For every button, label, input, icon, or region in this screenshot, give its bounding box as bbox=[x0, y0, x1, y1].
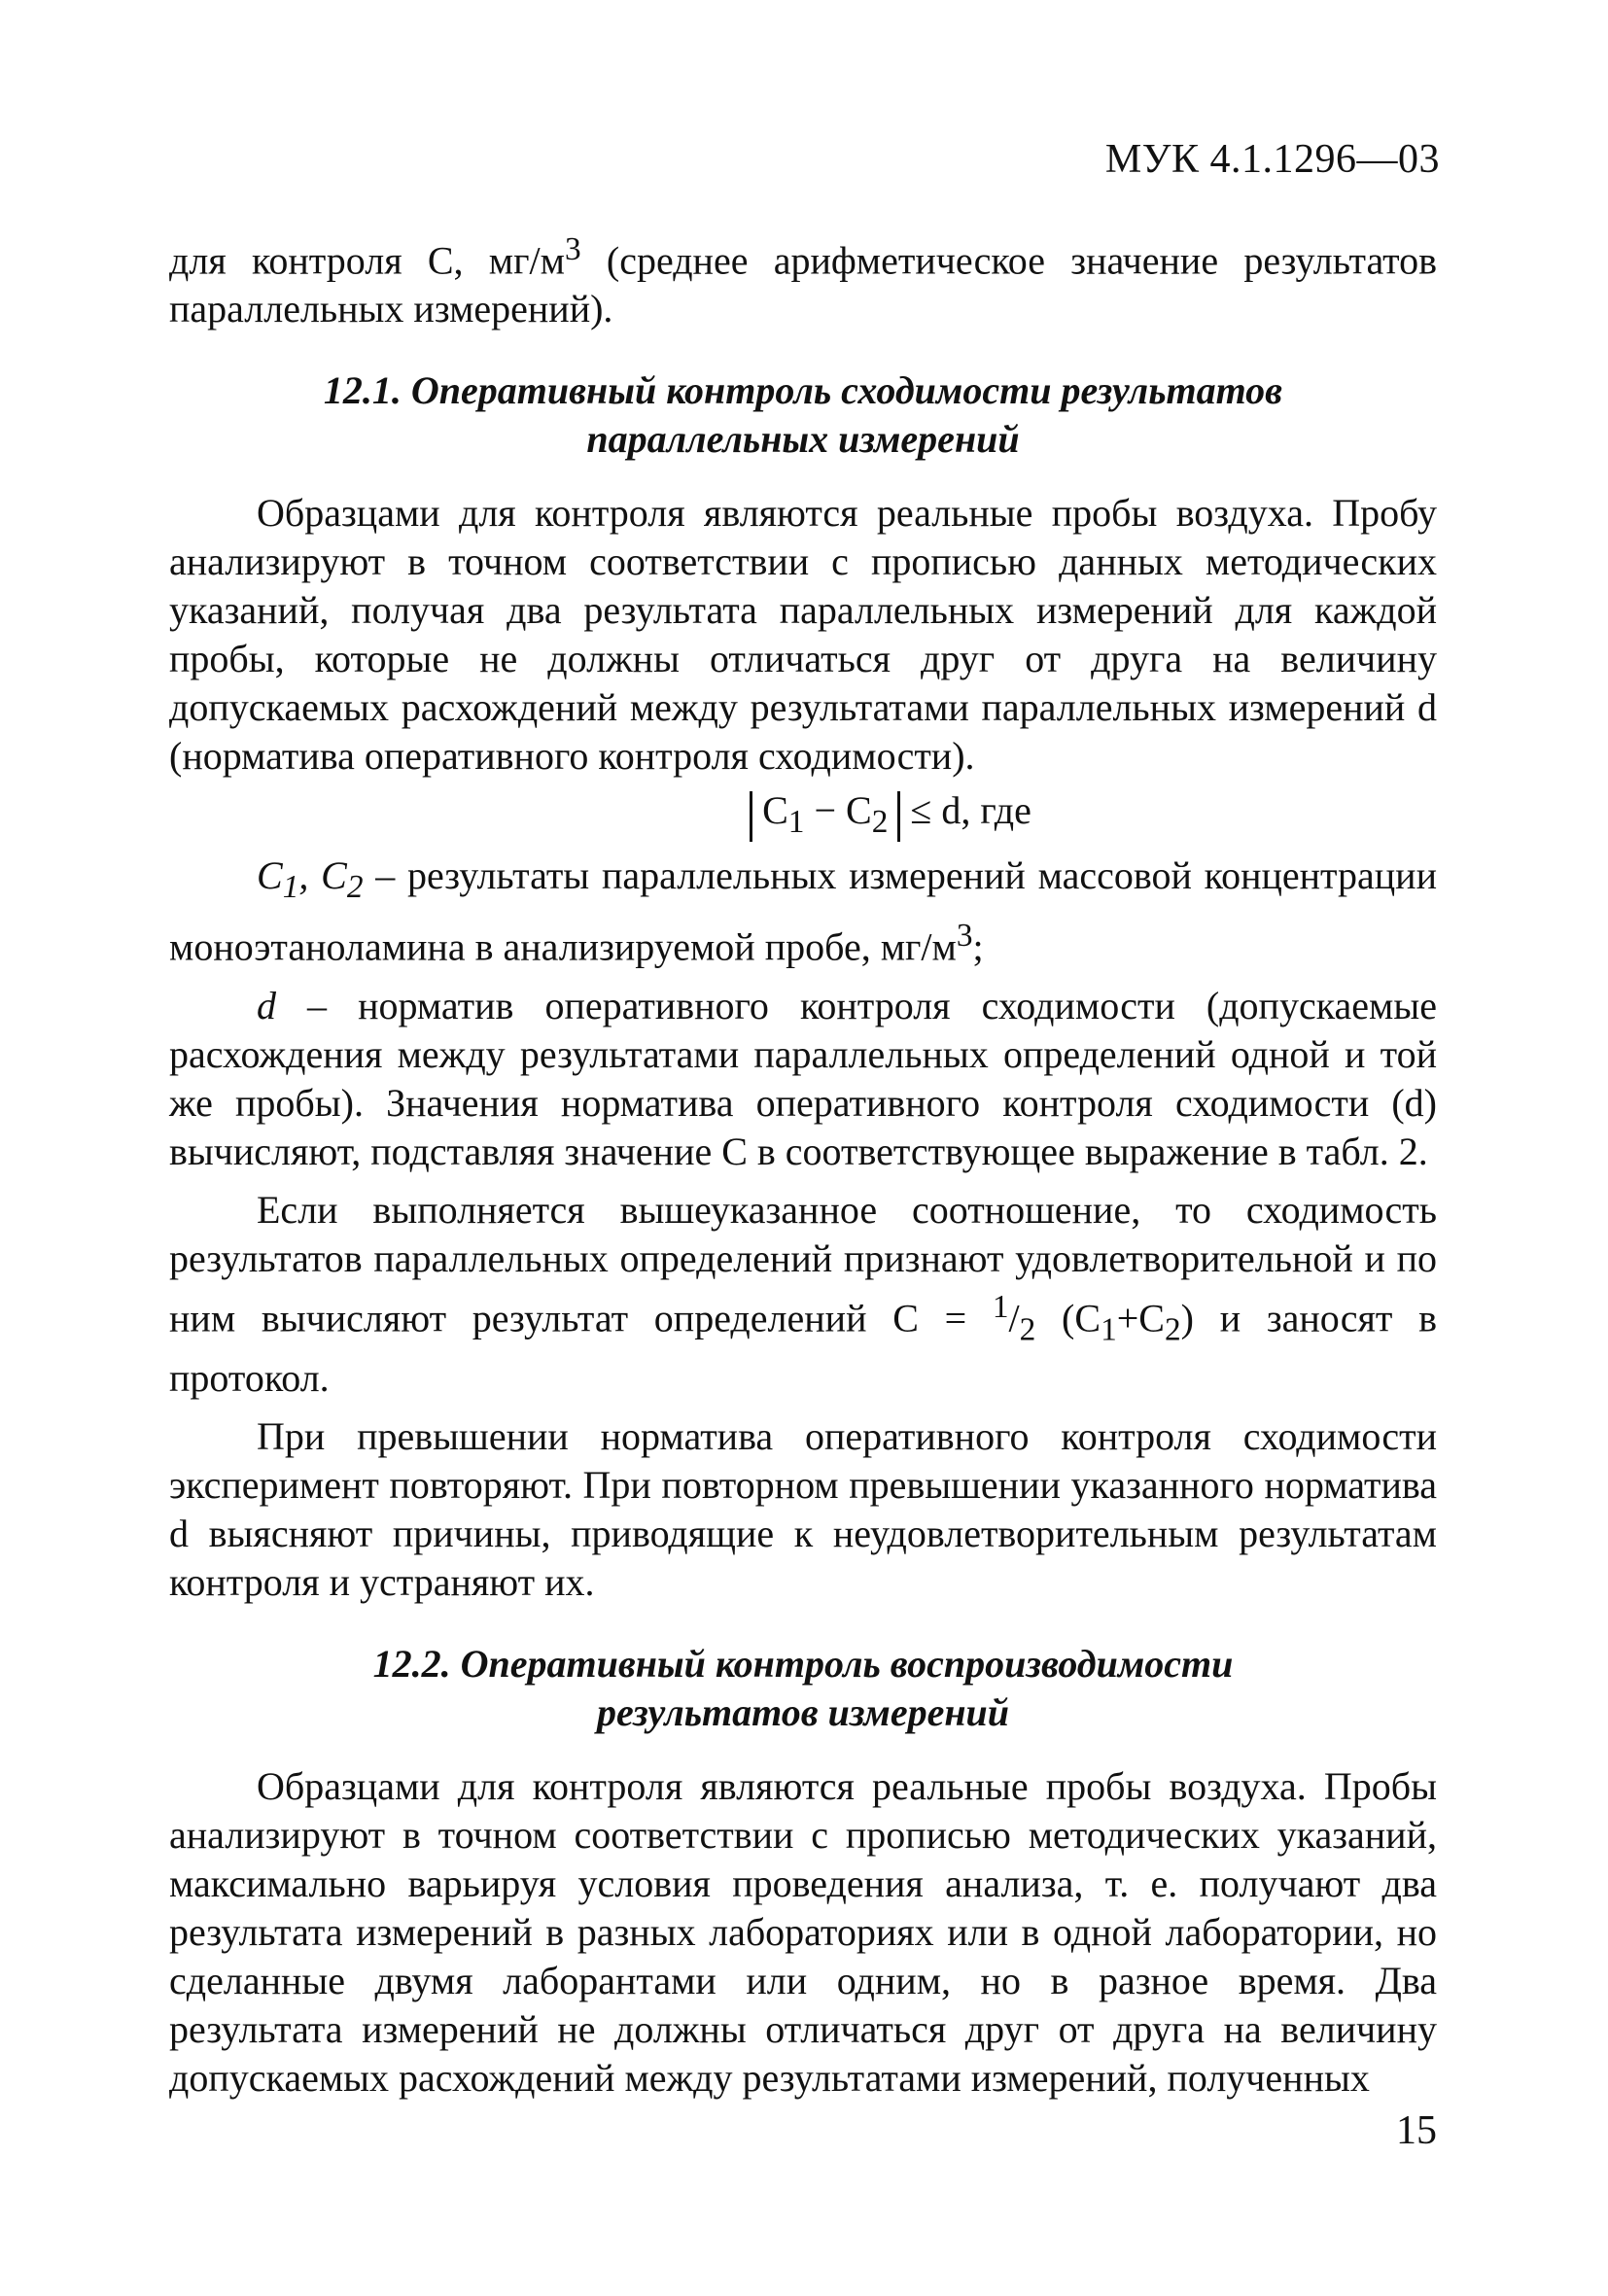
absolute-difference: $C_1 - C_2$ bbox=[750, 791, 900, 842]
document-code: МУК 4.1.1296—03 bbox=[1104, 137, 1440, 182]
section-12-1-paragraph-3: При превышении норматива оперативного контроля сходимости эксперимент повторяют. При повторном превышении указанного норматива d выясняют причины, приводящие к неудовлетворительным результатам контроля и устраняют их. bbox=[169, 1413, 1437, 1604]
convergence-formula: $C_1 - C_2 \le d$, где bbox=[344, 786, 1437, 842]
section-12-2-paragraph-1: Образцами для контроля являются реальные пробы воздуха. Пробы анализируют в точном соответствии с прописью методических указаний, максимально варьируя условия проведения анализа, т. е. получают два результата измерений в разных лабораториях или в одной лаборатории, но сделанные двумя лаборантами или одним, но в разное время. Два результата измерений не должны отличаться друг от друга на величину допускаемых расхождений между результатами измерений, полученных bbox=[169, 1763, 1437, 2100]
definition-c1-c2: $С_1$, $С_2$ – результаты параллельных измерений массовой концентрации моноэтаноламина в анализируемой пробе, $мг/м^3$; bbox=[169, 853, 1437, 969]
section-12-2-heading: 12.2. Оперативный контроль воспроизводимости результатов измерений bbox=[372, 1641, 1234, 1734]
section-12-1-paragraph-2: Если выполняется вышеуказанное соотношение, то сходимость результатов параллельных определений признают удовлетворительной и по ним вычисляют результат определений $С = ^1/_2$ $(С_1+С_2)$ и заносят в протокол. bbox=[169, 1187, 1438, 1400]
section-12-1-paragraph-1: Образцами для контроля являются реальные пробы воздуха. Пробу анализируют в точном соответствии с прописью данных методических указаний, получая два результата параллельных измерений для каждой пробы, которые не должны отличаться друг от друга на величину допускаемых расхождений между результатами параллельных измерений d (норматива оперативного контроля сходимости). bbox=[169, 491, 1437, 779]
definition-d: d – норматив оперативного контроля сходимости (допускаемые расхождения между результатами параллельных определений одной и той же пробы). Значения норматива оперативного контроля сходимости (d) вычисляют, подставляя значение С в соответствующее выражение в табл. 2. bbox=[169, 983, 1437, 1173]
page-number: 15 bbox=[1396, 2108, 1437, 2153]
section-12-1-heading: 12.1. Оперативный контроль сходимости результатов параллельных измерений bbox=[323, 368, 1283, 462]
intro-paragraph: для контроля С, $мг/м^3$ (среднее арифметическое значение результатов параллельных измерений). bbox=[169, 231, 1437, 331]
page-content bbox=[169, 226, 1437, 2103]
